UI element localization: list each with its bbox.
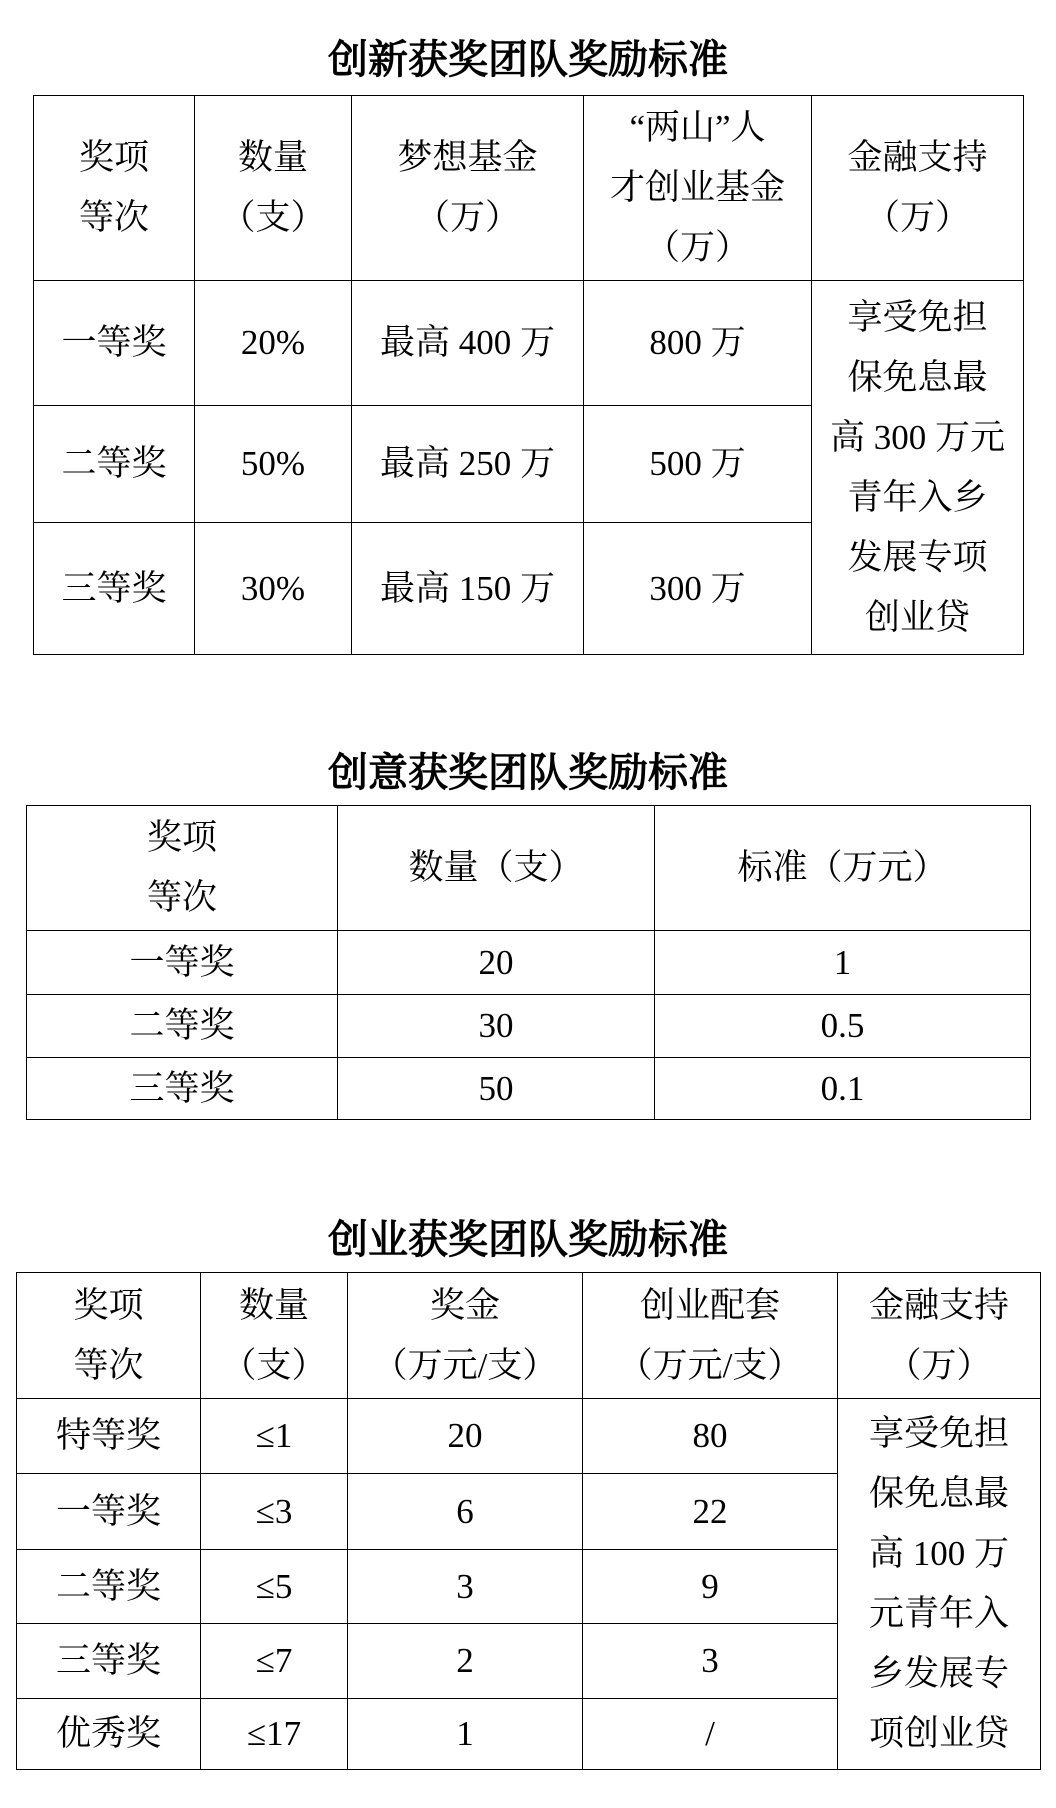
row-quantity: ≤17	[201, 1699, 348, 1770]
table-row	[34, 281, 1024, 406]
row-bonus: 2	[348, 1624, 583, 1699]
financial-support-note: 享受免担 保免息最 高 300 万元 青年入乡 发展专项 创业贷	[812, 281, 1024, 655]
header-dream-fund: 梦想基金 （万）	[352, 96, 584, 281]
row-talent-fund: 300 万	[584, 523, 812, 655]
table-row	[27, 1058, 1031, 1120]
row-matching: /	[583, 1699, 838, 1770]
row-award-level: 一等奖	[17, 1474, 201, 1550]
row-standard: 0.5	[655, 995, 1031, 1058]
row-award-level: 一等奖	[34, 281, 195, 406]
row-standard: 0.1	[655, 1058, 1031, 1120]
row-award-level: 一等奖	[27, 931, 338, 995]
row-talent-fund: 500 万	[584, 406, 812, 523]
row-matching: 3	[583, 1624, 838, 1699]
header-award-level: 奖项 等次	[17, 1273, 201, 1399]
entrepreneurship-table-title: 创业获奖团队奖励标准	[328, 1217, 728, 1263]
header-quantity: 数量（支）	[338, 806, 655, 931]
row-bonus: 6	[348, 1474, 583, 1550]
header-award-level: 奖项 等次	[27, 806, 338, 931]
row-quantity: ≤7	[201, 1624, 348, 1699]
row-matching: 9	[583, 1550, 838, 1624]
entrepreneurship-award-table	[16, 1272, 1041, 1770]
header-award-level: 奖项 等次	[34, 96, 195, 281]
header-financial-support: 金融支持 （万）	[812, 96, 1024, 281]
header-bonus: 奖金 （万元/支）	[348, 1273, 583, 1399]
header-financial-support: 金融支持 （万）	[838, 1273, 1041, 1399]
table-row	[17, 1399, 1041, 1474]
row-quantity: 30%	[195, 523, 352, 655]
row-talent-fund: 800 万	[584, 281, 812, 406]
row-quantity: ≤1	[201, 1399, 348, 1474]
innovation-table-title: 创新获奖团队奖励标准	[328, 37, 728, 83]
creativity-table-title: 创意获奖团队奖励标准	[328, 750, 728, 796]
row-standard: 1	[655, 931, 1031, 995]
table-header-row	[27, 806, 1031, 931]
table-row	[27, 931, 1031, 995]
table-row	[27, 995, 1031, 1058]
header-quantity: 数量 （支）	[201, 1273, 348, 1399]
table-header-row	[17, 1273, 1041, 1399]
row-dream-fund: 最高 400 万	[352, 281, 584, 406]
financial-support-note: 享受免担 保免息最 高 100 万 元青年入 乡发展专 项创业贷	[838, 1399, 1041, 1770]
row-award-level: 三等奖	[34, 523, 195, 655]
row-quantity: 20%	[195, 281, 352, 406]
header-matching: 创业配套 （万元/支）	[583, 1273, 838, 1399]
header-quantity: 数量 （支）	[195, 96, 352, 281]
row-bonus: 20	[348, 1399, 583, 1474]
row-matching: 22	[583, 1474, 838, 1550]
row-bonus: 1	[348, 1699, 583, 1770]
row-quantity: 20	[338, 931, 655, 995]
row-dream-fund: 最高 150 万	[352, 523, 584, 655]
header-standard: 标准（万元）	[655, 806, 1031, 931]
row-matching: 80	[583, 1399, 838, 1474]
row-award-level: 优秀奖	[17, 1699, 201, 1770]
row-quantity: ≤3	[201, 1474, 348, 1550]
row-award-level: 二等奖	[17, 1550, 201, 1624]
row-dream-fund: 最高 250 万	[352, 406, 584, 523]
row-quantity: 30	[338, 995, 655, 1058]
creativity-award-table	[26, 805, 1031, 1120]
row-quantity: 50	[338, 1058, 655, 1120]
row-award-level: 三等奖	[17, 1624, 201, 1699]
header-talent-fund: “两山”人 才创业基金 （万）	[584, 96, 812, 281]
row-award-level: 二等奖	[34, 406, 195, 523]
table-header-row	[34, 96, 1024, 281]
row-award-level: 三等奖	[27, 1058, 338, 1120]
row-bonus: 3	[348, 1550, 583, 1624]
innovation-award-table	[33, 95, 1024, 655]
row-quantity: 50%	[195, 406, 352, 523]
row-award-level: 特等奖	[17, 1399, 201, 1474]
row-quantity: ≤5	[201, 1550, 348, 1624]
row-award-level: 二等奖	[27, 995, 338, 1058]
